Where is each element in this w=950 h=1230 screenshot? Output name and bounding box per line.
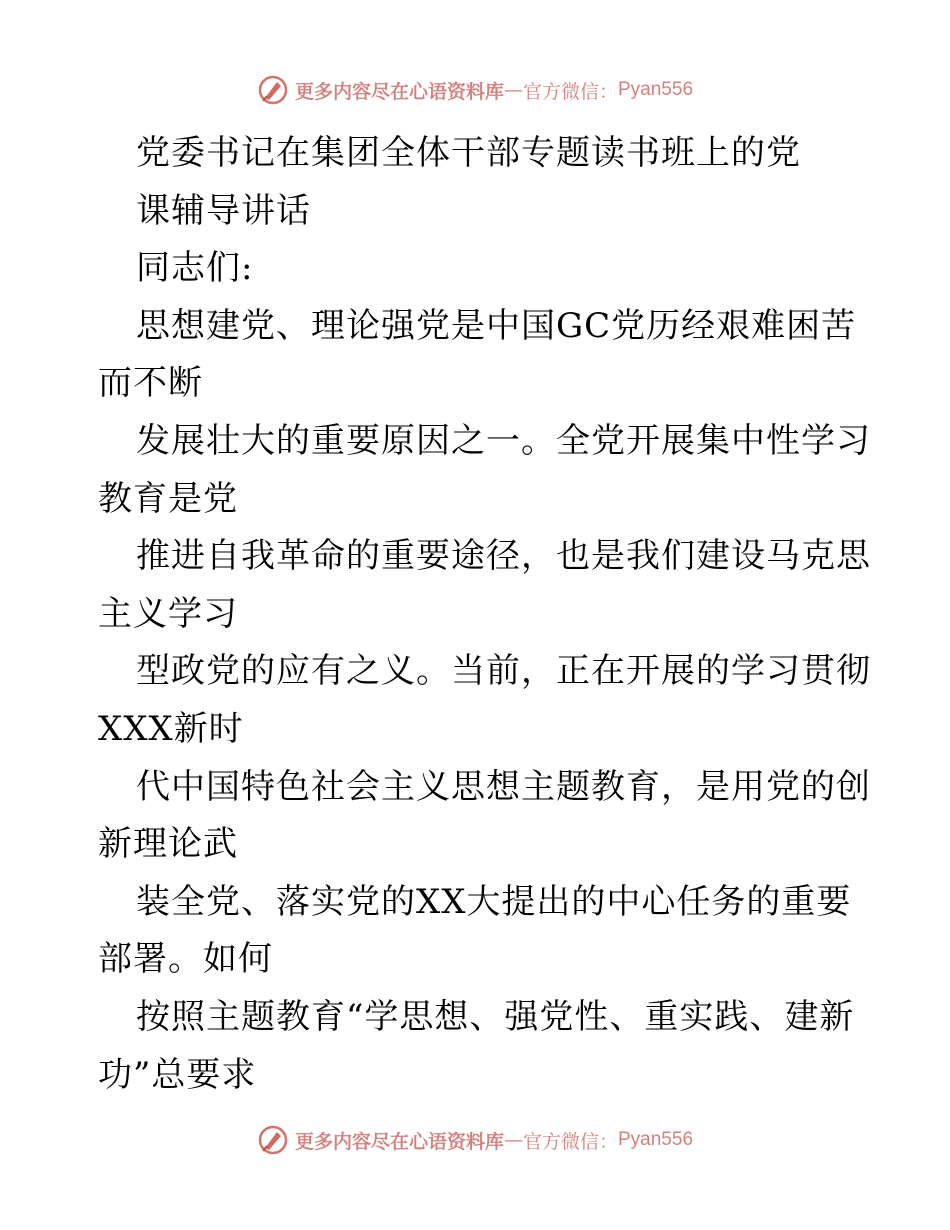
pen-logo-icon — [257, 1124, 289, 1156]
banner-wechat-id: Pyan556 — [618, 79, 694, 100]
banner-separator: — — [503, 1129, 523, 1151]
text-line: 按照主题教育“学思想、强党性、重实践、建新 — [136, 996, 855, 1037]
text-line: 型政党的应有之义。当前，正在开展的学习贯彻 — [136, 651, 871, 692]
banner-site-name: 更多内容尽在心语资料库 — [294, 80, 504, 103]
text-line: 推进自我革命的重要途径，也是我们建设马克思 — [136, 536, 871, 577]
header-banner — [0, 70, 950, 110]
text-line: 功”总要求 — [98, 1054, 257, 1095]
footer-banner — [0, 1120, 950, 1160]
document-body — [98, 125, 871, 1104]
banner-wechat-label: 官方微信： — [522, 80, 618, 103]
text-line: 同志们: — [136, 248, 254, 289]
text-line: 代中国特色社会主义思想主题教育，是用党的创 — [136, 766, 871, 807]
text-line: 党委书记在集团全体干部专题读书班上的党 — [136, 133, 801, 173]
banner-separator: — — [503, 79, 523, 101]
pen-logo-icon — [257, 74, 289, 106]
text-line: 课辅导讲话 — [136, 190, 311, 231]
text-line: 教育是党 — [98, 478, 238, 519]
text-line: XXX新时 — [98, 708, 244, 749]
banner-wechat-id: Pyan556 — [618, 1129, 694, 1150]
text-line: 思想建党、理论强党是中国GC党历经艰难困苦 — [136, 305, 857, 346]
text-line: 发展壮大的重要原因之一。全党开展集中性学习 — [136, 420, 871, 461]
text-line: 而不断 — [98, 363, 203, 404]
text-line: 新理论武 — [98, 824, 238, 865]
text-line: 主义学习 — [98, 593, 238, 634]
banner-wechat-label: 官方微信： — [522, 1130, 618, 1153]
text-line: 装全党、落实党的XX大提出的中心任务的重要 — [136, 881, 852, 922]
text-line: 部署。如何 — [98, 939, 273, 980]
banner-site-name: 更多内容尽在心语资料库 — [294, 1130, 504, 1153]
